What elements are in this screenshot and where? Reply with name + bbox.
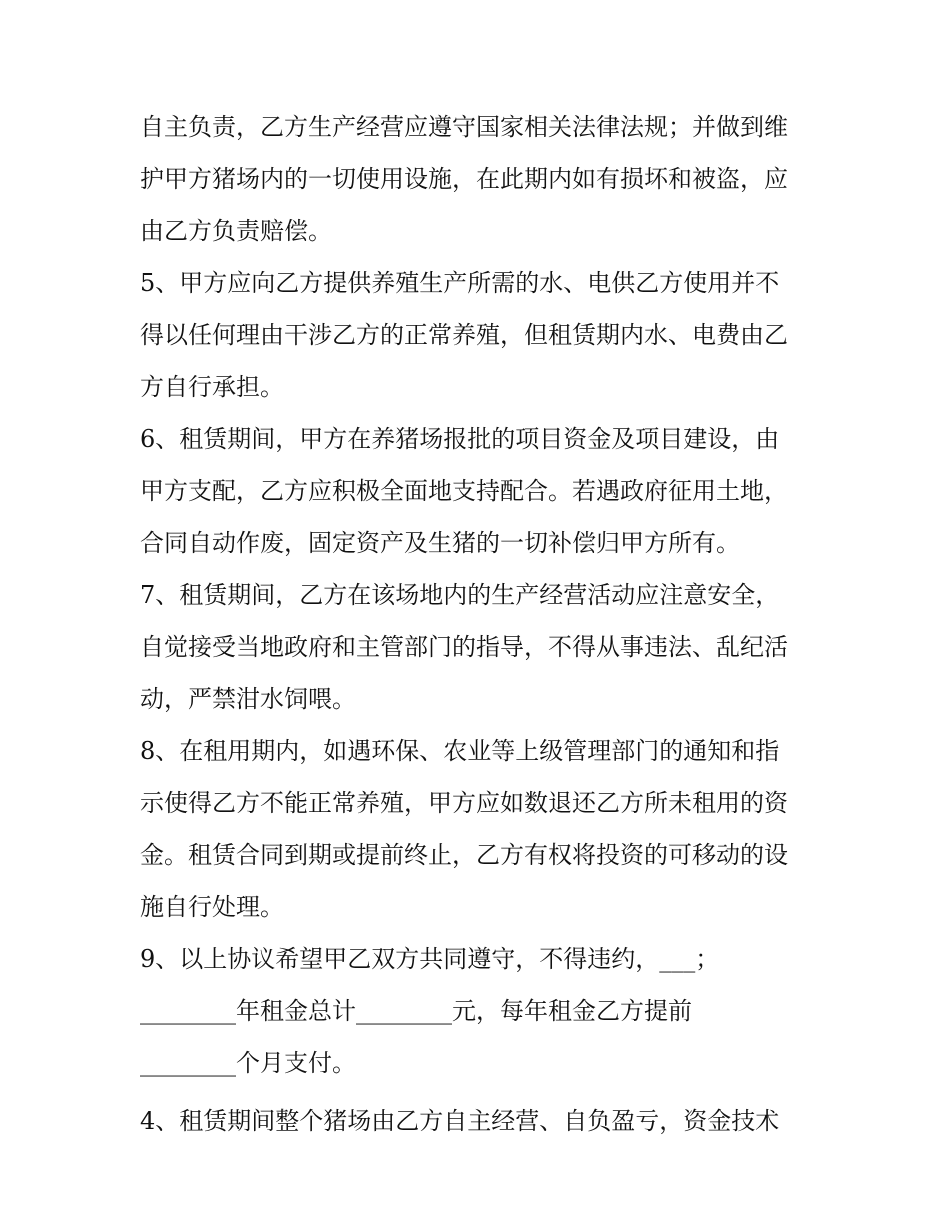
text-line: 金。租赁合同到期或提前终止，乙方有权将投资的可移动的设 [140,841,788,869]
text-line: 9、以上协议希望甲乙双方共同遵守，不得违约，___； [140,945,720,973]
text-line: ________个月支付。 [140,1049,356,1077]
text-line: 5、甲方应向乙方提供养殖生产所需的水、电供乙方使用并不 [140,269,780,297]
paragraph-responsibility [140,101,820,257]
paragraph-clause-4 [140,1095,820,1147]
text-line: 合同自动作废，固定资产及生猪的一切补偿归甲方所有。 [140,529,740,557]
text-line: 方自行承担。 [140,373,284,401]
paragraph-clause-8 [140,725,820,933]
text-line: 由乙方负责赔偿。 [140,217,332,245]
document-body [140,101,820,1147]
text-line: 甲方支配，乙方应积极全面地支持配合。若遇政府征用土地， [140,477,788,505]
text-line: 6、租赁期间，甲方在养猪场报批的项目资金及项目建设，由 [140,425,780,453]
text-line: ________年租金总计________元，每年租金乙方提前 [140,997,692,1025]
text-line: 自觉接受当地政府和主管部门的指导，不得从事违法、乱纪活 [140,633,788,661]
paragraph-clause-9 [140,933,820,1089]
text-line: 护甲方猪场内的一切使用设施，在此期内如有损坏和被盗，应 [140,165,788,193]
text-line: 动，严禁泔水饲喂。 [140,685,356,713]
paragraph-clause-5 [140,257,820,413]
text-line: 4、租赁期间整个猪场由乙方自主经营、自负盈亏，资金技术 [140,1107,780,1135]
text-line: 示使得乙方不能正常养殖，甲方应如数退还乙方所未租用的资 [140,789,788,817]
text-line: 自主负责，乙方生产经营应遵守国家相关法律法规；并做到维 [140,113,788,141]
paragraph-clause-6 [140,413,820,569]
text-line: 施自行处理。 [140,893,284,921]
paragraph-clause-7 [140,569,820,725]
text-line: 8、在租用期内，如遇环保、农业等上级管理部门的通知和指 [140,737,780,765]
text-line: 7、租赁期间，乙方在该场地内的生产经营活动应注意安全， [140,581,780,609]
text-line: 得以任何理由干涉乙方的正常养殖，但租赁期内水、电费由乙 [140,321,788,349]
